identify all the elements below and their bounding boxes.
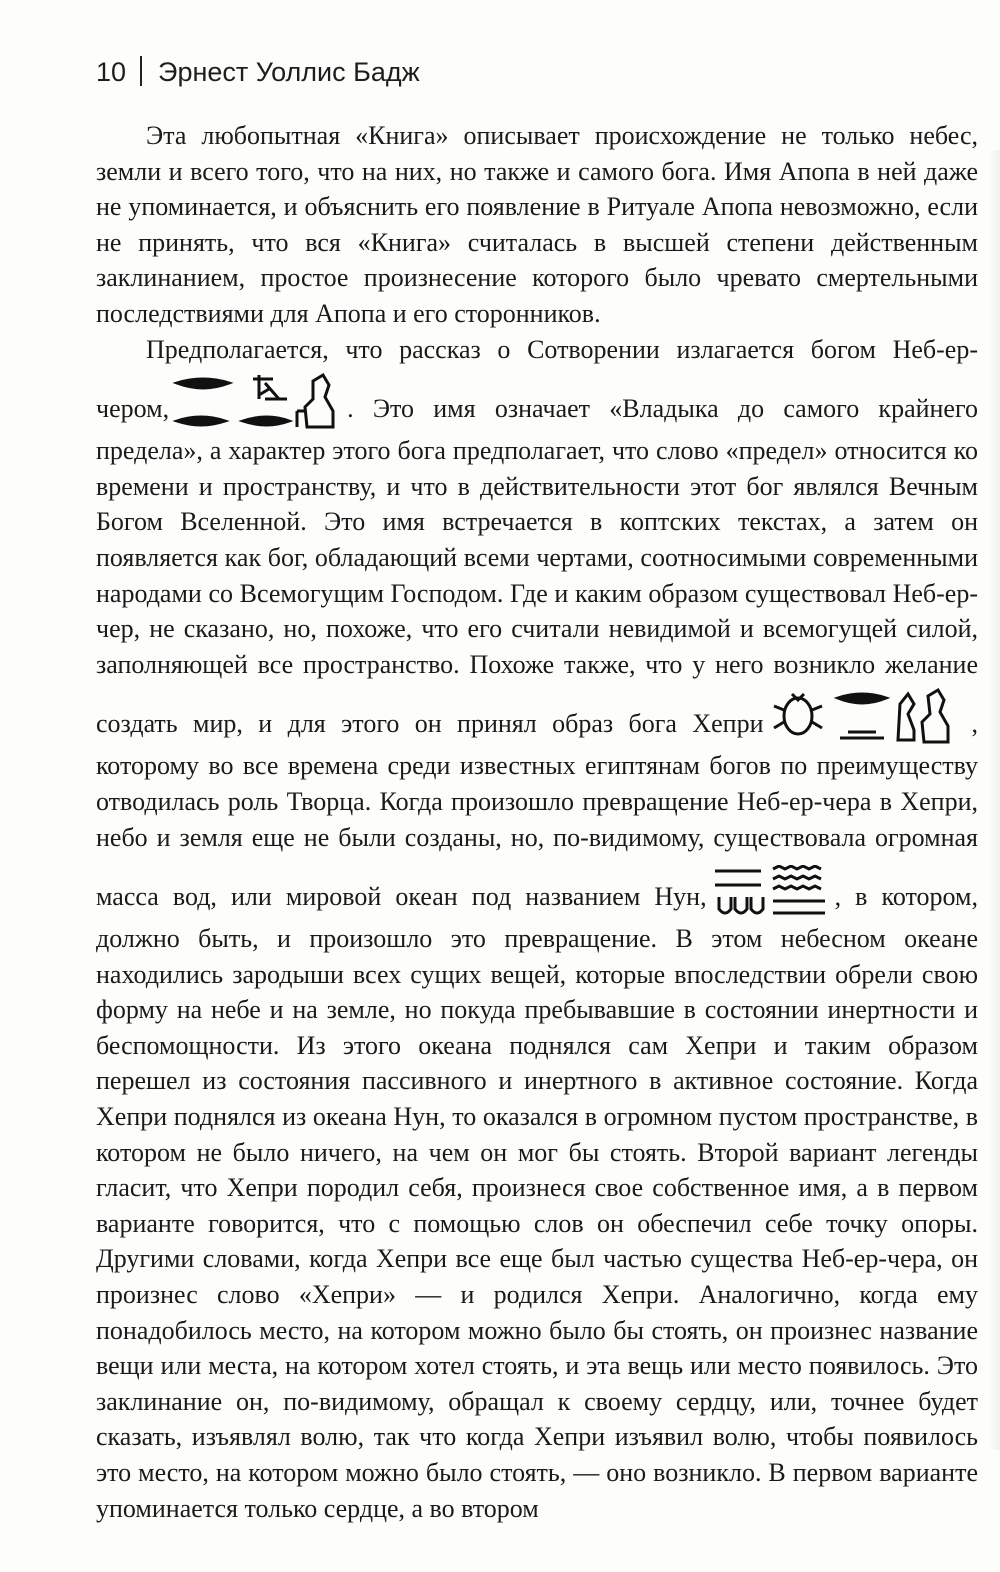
page-number: 10 — [96, 57, 127, 87]
page-body — [96, 118, 978, 1526]
neb-er-cher-hieroglyph-icon — [173, 371, 343, 433]
paragraph-1: Эта любопытная «Книга» описывает происхождение не только небес, земли и всего того, что на них, но также и самого бога. Имя Апопа в ней даже не упоминается, и объяснить его появление в Ритуале Апопа невозможно, если не принять, что вся «Книга» считалась в высшей степени действенным заклинанием, простое произнесение которого было чревато смертельными последствиями для Апопа и его сторонников. — [96, 121, 978, 328]
page-gutter-shadow — [988, 150, 1000, 1450]
paragraph-2-text-c: , которому во все времена среди известных египтянам богов по преимуществу отводилась роль Творца. Когда произошло превращение Неб-ер-чера в Хепри, небо и земля еще не были созданы, но, по-видимому, существовала огромная масса вод, или мировой океан под названием Нун, — [96, 709, 978, 912]
header-author: Эрнест Уоллис Бадж — [158, 57, 420, 87]
khepri-hieroglyph-icon — [768, 686, 968, 748]
header-divider — [140, 56, 142, 86]
paragraph-2-text-b: . Это имя означает «Владыка до самого крайнего предела», а характер этого бога предполагает, что слово «предел» относится ко времени и пространству, и что в действительности этот бог являлся Вечным Богом Вселенной. Это имя встречается в коптских текстах, а затем он появляется как бог, обладающий всеми чертами, соотносимыми современными народами со Всемогущим Господом. Где и каким образом существовал Неб-ер-чер, не сказано, но, похоже, что его считали невидимой и всемогущей силой, заполняющей все пространство. Похоже также, что у него возникло желание создать мир, и для этого он принял образ бога Хепри — [96, 394, 978, 739]
nun-hieroglyph-icon — [711, 865, 831, 921]
paragraph-2-text-d: , в котором, должно быть, и произошло это превращение. В этом небесном океане находились зародыши всех сущих вещей, которые впоследствии обрели свою форму на небе и на земле, но покуда пребывавшие в состоянии инертности и беспомощности. Из этого океана поднялся сам Хепри и таким образом перешел из состояния пассивного и инертного в активное состояние. Когда Хепри поднялся из океана Нун, то оказался в огромном пустом пространстве, в котором не было ничего, на чем он мог бы стоять. Второй вариант легенды гласит, что Хепри породил себя, произнеся свое собственное имя, а в первом варианте говорится, что с помощью слов он обеспечил себе точку опоры. Другими словами, когда Хепри все еще был частью существа Неб-ер-чера, он произнес слово «Хепри» — и родился Хепри. Аналогично, когда ему понадобилось место, на котором можно было бы стоять, он произнес название вещи или места, на котором хотел стоять, и эта вещь или место появилось. Это заклинание он, по-видимому, обращал к своему сердцу, или, точнее будет сказать, изъявлял волю, так что когда Хепри изъявил волю, чтобы появилось это место, на котором можно было стоять, — оно возникло. В первом варианте упоминается только сердце, а во втором — [96, 882, 978, 1523]
running-header — [96, 52, 420, 92]
paragraph-2-text-a: Предполагается, что рассказ о Сотворении излагается богом Неб-ер-чером, — [96, 334, 978, 424]
paragraph-2 — [96, 332, 978, 1527]
